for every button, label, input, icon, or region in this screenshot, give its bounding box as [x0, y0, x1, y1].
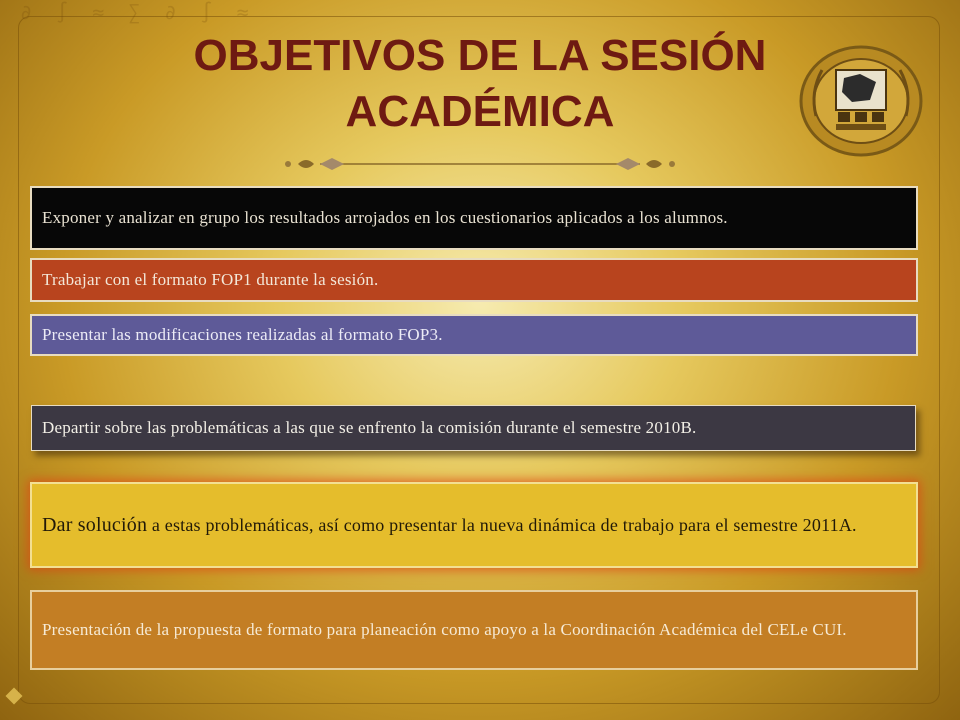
- objective-3-text: Presentar las modificaciones realizadas al formato FOP3.: [42, 325, 443, 344]
- title-line-1: OBJETIVOS DE LA SESIÓN: [193, 31, 767, 80]
- objective-3: [30, 314, 918, 356]
- institution-logo-icon: [796, 42, 926, 160]
- objective-5-text: a estas problemáticas, así como presentar la nueva dinámica de trabajo para el semestre 2011A.: [151, 515, 857, 535]
- objective-2-text: Trabajar con el formato FOP1 durante la sesión.: [42, 270, 379, 289]
- objective-6: [30, 590, 918, 670]
- objective-6-text: Presentación de la propuesta de formato para planeación como apoyo a la Coordinación Académica del CELe CUI.: [42, 620, 847, 639]
- slide-title: [120, 28, 840, 140]
- objective-2: [30, 258, 918, 302]
- objective-4: [31, 405, 916, 451]
- objective-1: [30, 186, 918, 250]
- title-line-2: ACADÉMICA: [345, 87, 615, 136]
- title-ornament-icon: [280, 152, 680, 176]
- objective-5: [30, 482, 918, 568]
- objective-1-text: Exponer y analizar en grupo los resultados arrojados en los cuestionarios aplicados a los alumnos.: [42, 208, 728, 227]
- objective-4-text: Departir sobre las problemáticas a las que se enfrento la comisión durante el semestre 2010B.: [42, 418, 697, 437]
- objective-5-lead: Dar solución: [42, 514, 148, 536]
- background-scribble: ∂ ∫ ≈ ∑ ∂ ∫ ≈: [20, 0, 255, 24]
- objective-5-content: [42, 505, 857, 545]
